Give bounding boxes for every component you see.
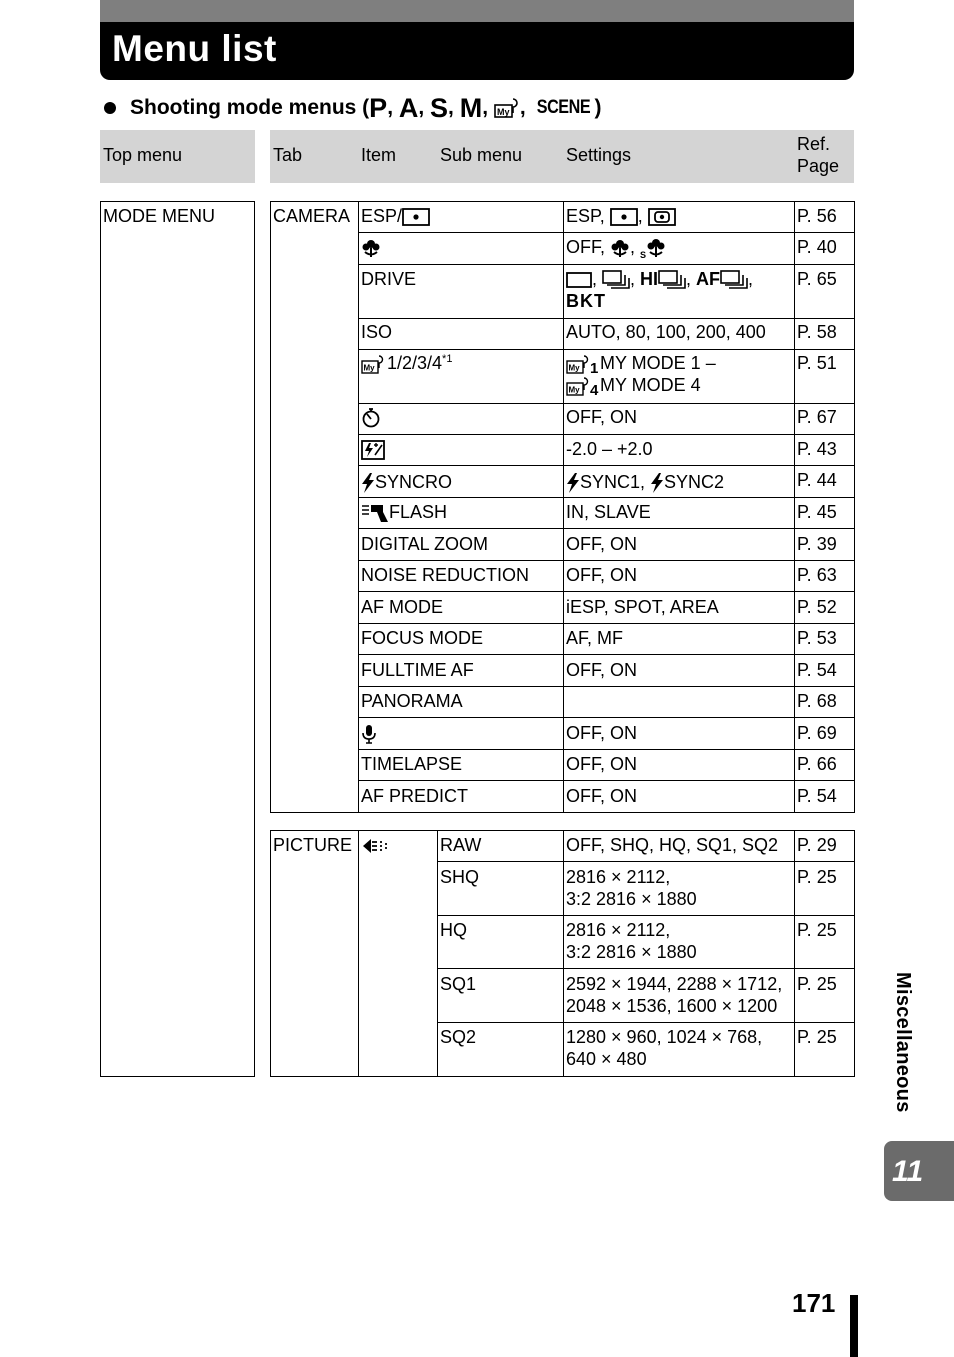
macro-icon	[361, 238, 381, 258]
row-divider	[437, 968, 855, 969]
settings-hq-line2: 3:2 2816 × 1880	[566, 942, 697, 962]
title-bar-top-strip	[100, 0, 854, 22]
ref-focus-mode: P. 53	[797, 628, 837, 648]
flash-icon	[361, 473, 375, 493]
ref-sq1: P. 25	[797, 974, 837, 994]
side-tab-label: Miscellaneous	[892, 972, 914, 1113]
mode-scene: SCENE	[536, 97, 590, 118]
title-bar	[100, 22, 854, 80]
ref-digital-zoom: P. 39	[797, 534, 837, 554]
record-mode-icon	[361, 836, 391, 856]
item-focus-mode: FOCUS MODE	[361, 628, 484, 648]
item-af-predict: AF PREDICT	[361, 786, 469, 806]
sequential-icon	[602, 270, 630, 290]
macro-icon	[610, 238, 630, 258]
ref-drive: P. 65	[797, 269, 837, 289]
sequential-icon	[658, 270, 686, 290]
row-divider	[358, 717, 855, 718]
settings-my-mode-line2: My 4 MY MODE 4	[566, 374, 701, 396]
row-divider	[358, 465, 855, 466]
svg-text:My: My	[568, 385, 580, 395]
my-mode-4-icon	[566, 376, 600, 396]
ref-flash-syncro: P. 44	[797, 470, 837, 490]
settings-slave-flash: IN, SLAVE	[566, 502, 651, 522]
picture-tab-divider	[358, 830, 359, 1077]
sub-sq2: SQ2	[440, 1027, 477, 1047]
row-divider	[358, 780, 855, 781]
item-my-mode: My 1/2/3/4$^{*1}$	[361, 352, 452, 374]
camera-tab-label: CAMERA	[273, 206, 351, 226]
item-drive: DRIVE	[361, 269, 417, 289]
ref-af-predict: P. 54	[797, 786, 837, 806]
sub-hq: HQ	[440, 920, 467, 940]
settings-my-mode: My 1 MY MODE 1 –	[566, 352, 716, 374]
row-divider	[358, 749, 855, 750]
page-title: Menu list	[112, 28, 277, 69]
settings-shq-line2: 3:2 2816 × 1880	[566, 889, 697, 909]
header-settings-label: Settings	[566, 145, 632, 165]
settings-drive: , , HI , AF ,	[566, 268, 753, 290]
row-divider	[358, 560, 855, 561]
settings-flash-syncro: SYNC1, SYNC2	[566, 471, 724, 493]
ref-my-mode: P. 51	[797, 353, 837, 373]
picture-settings-divider	[563, 830, 564, 1077]
settings-sq2: 1280 × 960, 1024 × 768,	[566, 1027, 763, 1047]
row-divider	[437, 915, 855, 916]
row-divider	[358, 591, 855, 592]
picture-tab-label: PICTURE	[273, 835, 353, 855]
single-frame-icon	[566, 271, 592, 289]
drive-af-label: AF	[696, 269, 721, 289]
settings-focus-mode: AF, MF	[566, 628, 623, 648]
flash-compensation-icon	[361, 440, 385, 460]
mode-s: S	[430, 92, 449, 123]
settings-af-mode: iESP, SPOT, AREA	[566, 597, 719, 617]
row-divider	[358, 232, 855, 233]
mode-a: A	[398, 92, 419, 123]
ref-flash-compensation: P. 43	[797, 439, 837, 459]
settings-digital-zoom: OFF, ON	[566, 534, 637, 554]
settings-sq1-line2: 2048 × 1536, 1600 × 1200	[566, 996, 778, 1016]
header-top-menu	[100, 130, 255, 183]
settings-sq1: 2592 × 1944, 2288 × 1712,	[566, 974, 783, 994]
flash-icon	[650, 473, 664, 493]
ref-noise-reduction: P. 63	[797, 565, 837, 585]
item-fulltime-af: FULLTIME AF	[361, 660, 474, 680]
sub-sq1: SQ1	[440, 974, 477, 994]
my-mode-1-icon	[566, 354, 600, 374]
microphone-icon	[361, 724, 377, 744]
svg-text:My: My	[568, 363, 580, 373]
chapter-number: 11	[892, 1155, 924, 1188]
row-divider	[437, 1022, 855, 1023]
sequential-icon	[720, 270, 748, 290]
spot-metering-icon	[610, 208, 638, 226]
ref-self-timer: P. 67	[797, 407, 837, 427]
svg-text:My: My	[496, 107, 510, 117]
settings-hq: 2816 × 2112,	[566, 920, 671, 940]
settings-sound-record: OFF, ON	[566, 723, 637, 743]
settings-iso: AUTO, 80, 100, 200, 400	[566, 322, 766, 342]
svg-text:My: My	[363, 363, 375, 373]
header-ref-label: Ref.	[797, 134, 831, 154]
self-timer-icon	[361, 408, 381, 428]
item-flash-compensation	[361, 438, 385, 460]
ref-hq: P. 25	[797, 920, 837, 940]
settings-af-predict: OFF, ON	[566, 786, 637, 806]
item-timelapse: TIMELAPSE	[361, 754, 463, 774]
header-top-menu-label: Top menu	[103, 145, 183, 165]
row-divider	[358, 497, 855, 498]
header-tab-label: Tab	[273, 145, 303, 165]
camera-settings-divider	[563, 201, 564, 813]
row-divider	[358, 349, 855, 350]
bullet-icon	[104, 102, 116, 114]
item-record-mode	[361, 834, 391, 856]
my-mode-icon	[494, 97, 520, 119]
item-slave-flash: FLASH	[361, 501, 447, 523]
settings-self-timer: OFF, ON	[566, 407, 637, 427]
page-number-bar	[850, 1295, 858, 1357]
ref-slave-flash: P. 45	[797, 502, 837, 522]
picture-ref-divider	[794, 830, 795, 1077]
drive-hi-label: HI	[640, 269, 659, 289]
multi-metering-icon	[648, 208, 676, 226]
top-menu-value: MODE MENU	[103, 206, 215, 226]
ref-af-mode: P. 52	[797, 597, 837, 617]
header-band	[270, 130, 854, 183]
row-divider	[358, 686, 855, 687]
settings-fulltime-af: OFF, ON	[566, 660, 637, 680]
slave-flash-icon	[361, 503, 389, 523]
sub-shq: SHQ	[440, 867, 480, 887]
svg-text:1: 1	[590, 360, 599, 375]
ref-sound-record: P. 69	[797, 723, 837, 743]
row-divider	[358, 434, 855, 435]
super-macro-icon	[640, 237, 666, 259]
row-divider	[358, 528, 855, 529]
svg-text:S: S	[640, 250, 647, 260]
sub-raw: RAW	[440, 835, 482, 855]
item-noise-reduction: NOISE REDUCTION	[361, 565, 530, 585]
ref-metering: P. 56	[797, 206, 837, 226]
ref-sq2: P. 25	[797, 1027, 837, 1047]
settings-timelapse: OFF, ON	[566, 754, 637, 774]
settings-sq2-line2: 640 × 480	[566, 1049, 647, 1069]
mode-p: P	[369, 92, 388, 123]
top-menu-cell	[100, 201, 255, 1077]
settings-raw: OFF, SHQ, HQ, SQ1, SQ2	[566, 835, 779, 855]
spot-metering-icon	[402, 208, 430, 226]
section-heading: Shooting mode menus ( P , A , S , M , My , SCENE )	[104, 92, 602, 124]
settings-macro: OFF, , S	[566, 236, 666, 259]
item-metering: ESP/	[361, 205, 430, 227]
svg-text:4: 4	[590, 382, 599, 397]
row-divider	[437, 861, 855, 862]
item-macro	[361, 236, 381, 258]
row-divider	[358, 264, 855, 265]
ref-macro: P. 40	[797, 237, 837, 257]
item-flash-syncro: SYNCRO	[361, 471, 452, 493]
picture-item-divider	[437, 830, 438, 1077]
section-heading-suffix: )	[594, 96, 602, 119]
item-af-mode: AF MODE	[361, 597, 444, 617]
row-divider	[358, 403, 855, 404]
item-panorama: PANORAMA	[361, 691, 463, 711]
mode-m: M	[459, 92, 483, 123]
chapter-tab	[884, 1141, 954, 1201]
ref-timelapse: P. 66	[797, 754, 837, 774]
item-iso: ISO	[361, 322, 393, 342]
row-divider	[358, 654, 855, 655]
section-heading-prefix: Shooting mode menus (	[130, 96, 370, 119]
item-digital-zoom: DIGITAL ZOOM	[361, 534, 489, 554]
ref-iso: P. 58	[797, 322, 837, 342]
settings-shq: 2816 × 2112,	[566, 867, 671, 887]
settings-noise-reduction: OFF, ON	[566, 565, 637, 585]
row-divider	[358, 623, 855, 624]
item-sound-record	[361, 722, 377, 744]
settings-drive-bkt: BKT	[566, 291, 606, 311]
header-submenu-label: Sub menu	[440, 145, 523, 165]
header-item-label: Item	[361, 145, 397, 165]
settings-flash-compensation: -2.0 – +2.0	[566, 439, 653, 459]
ref-raw: P. 29	[797, 835, 837, 855]
ref-shq: P. 25	[797, 867, 837, 887]
row-divider	[358, 318, 855, 319]
camera-ref-divider	[794, 201, 795, 813]
item-self-timer	[361, 406, 381, 428]
settings-metering: ESP, ,	[566, 205, 676, 227]
page-number: 171	[792, 1288, 836, 1318]
my-mode-icon	[361, 354, 387, 374]
camera-tab-divider	[358, 201, 359, 813]
header-page-label: Page	[797, 156, 840, 176]
flash-icon	[566, 473, 580, 493]
ref-panorama: P. 68	[797, 691, 837, 711]
ref-fulltime-af: P. 54	[797, 660, 837, 680]
